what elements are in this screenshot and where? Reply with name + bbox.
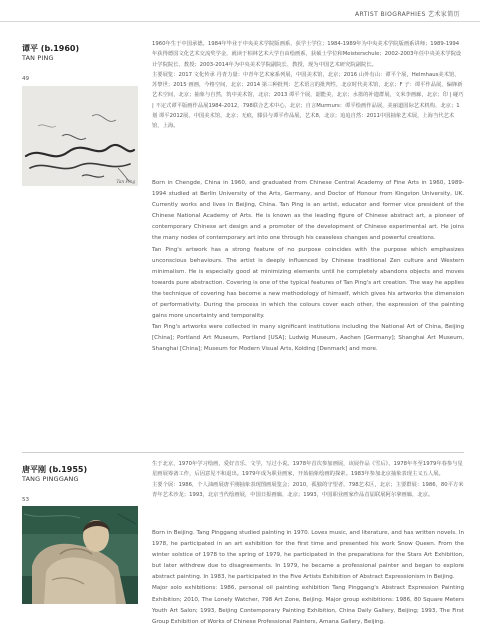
bio-en-paragraph: Tan Ping's artwork has a strong feature of no purpose coincides with the purpose which emphasizes unconscious behaviours. The artist is deeply influenced by Chinese traditional Zen culture and Western minimalism. He is especially good at minimizing elements until he completely abandons objects and moves towards pure abstraction. Covering is one of the typical features of Tan Ping's art creation. The way he applies the technique of covering has become a new methodology of himself, which gives his artworks the dimension of performativity. During the process in which the colours cover each other, the expression of the painting gains more uncertainty and temporality.: [152, 246, 464, 320]
artwork-image-tang-pinggang: [22, 506, 138, 604]
bio-zh-paragraph: 主要个展：1986，个人油画展唐平刚抽象表现图画展览会；2010，孤独的守望者，798艺术区，北京；主要群展：1986，80平方米青年艺术沙龙；1993，北京当代绘画展，中国日报画廊，北京；1993，中国职业画家作品首届联展阿尔拿画廊，北京。: [152, 481, 464, 498]
entry-divider: [22, 452, 464, 453]
artist-name-en: TANG PINGGANG: [22, 475, 79, 483]
abstract-painting-illustration: [22, 86, 138, 186]
header-divider: [0, 21, 480, 22]
artist-name-zh: 唐平刚 (b.1955): [22, 465, 88, 474]
bio-chinese: [152, 39, 464, 132]
artwork-image-tan-ping: [22, 86, 138, 186]
plate-number: 53: [22, 497, 30, 503]
bio-en-paragraph: Tan Ping's artworks were collected in many significant institutions including the National Art of China, Beijing [China]; Portland Art Museum, Portland [USA]; Ludwig Museum, Aachen [Germany]; Shanghai Art Museum, Shanghai [China]; Museum for Modern Visual Arts, Kolding [Denmark] and more.: [152, 324, 464, 353]
figure-painting-illustration: [22, 506, 138, 604]
bio-english: [152, 178, 464, 356]
running-header: ARTIST BIOGRAPHIES 艺术家简历: [355, 11, 460, 18]
bio-zh-paragraph: 生于北京，1970年学习绘画，爱好音乐、文学，写过小说。1978年首次参加画展，该展作品《雪后》，1978年冬至1979年春参与星星画展筹备工作，后因意见不和退出。1979年成为职业画家，开始抽象绘画的探索。1983年参加北京抽象表现主义五人展。: [152, 461, 463, 478]
artist-name-en: TAN PING: [22, 54, 54, 62]
bio-en-paragraph: Born in Beijing. Tang Pinggang studied painting in 1970. Loves music, and literature, and has written novels. In 1978, he participated in an art exhibition for the first time and presented his work Snow Queen. From the winter solstice of 1978 to the spring of 1979, he participated in the preparations for the Stars Art Exhibition, but later withdrew due to disagreements. In 1979, he became a professional painter and began to explore abstract painting. In 1983, he participated in the Five Artists Exhibition of Abstract Expressionism in Beijing.: [152, 530, 464, 581]
plate-number: 49: [22, 76, 30, 82]
bio-zh-paragraph: 主要展览：2017 文化传承 丹青力量：中青年艺术家系列展，中国美术馆，北京；2016 山外有山：谭平个展，Helmhaus美术馆，苏黎世；2015 画画，今格空间，北京；2014 第三种批判：艺术语言的批判性，北京时代美术馆，北京；F 子：谭平作品展，偏锋新艺术空间，北京；抽象与自然，筑中美术馆，北京；2013 谭平个展，韶能美，北京；水墨的补遗群展，文米李画廊，北京；印 | 碰巧 | 不定式谭平版画作品展1984-2012，798联合艺术中心，北京；自言Murmurs：谭平绘画作品展，美丽道国际艺术机构，北京；1划 谭平2012展，中国美术馆，北京；无痕，滕县与谭平作品展，艺术8，北京；追追自然：2011中国抽象艺术展，上海当代艺术馆，上海。: [152, 71, 464, 130]
bio-en-paragraph: Born in Chengde, China in 1960, and graduated from Chinese Central Academy of Fine Arts in 1960, 1989-1994 studied at Berlin University of the Arts, Germany, and Doctor of Honour from Kingston University, UK. Currently works and lives in Beijing, China. Tan Ping is an artist, educator and former vice president of the Chinese National Academy of Arts. He is known as the leading figure of Chinese abstract art, a pioneer of contemporary Chinese art design and a promoter of the development of Chinese experimental art. He joins the many nodes of contemporary art into one through his ceaseless changes and powerful creations.: [152, 180, 464, 242]
bio-chinese: [152, 459, 464, 500]
artist-entry-tan-ping: [0, 38, 480, 446]
bio-english: [152, 528, 464, 628]
artist-entry-tang-pinggang: [0, 459, 480, 625]
bio-en-paragraph: Major solo exhibitions: 1986, personal oil painting exhibition Tang Pinggang's Abstract Expression Painting Exhibition; 2010, The Lonely Watcher, 798 Art Zone, Beijing. Major group exhibitions: 1986, 80 Square Meters Youth Art Salon; 1993, Beijing Contemporary Painting Exhibition, China Daily Gallery, Beijing; 1993, The First Group Exhibition of Works of Chinese Professional Painters, Amana Gallery, Beijing.: [152, 585, 464, 625]
artwork-signature: Tan Ping: [116, 179, 135, 184]
bio-zh-paragraph: 1960年生于中国承德。1984年毕业于中央美术学院版画系，获学士学位；1984-1989年为中央美术学院版画系讲师；1989-1994年获得德国文化艺术交流奖学金，就读于柏林艺术大学自由绘画系，获硕士学位和Meisterschule；2002-2003年任中央美术学院设计学院院长、教授；2003-2014年为中央美术学院副院长、教授，现为中国艺术研究院副院长。: [152, 41, 462, 68]
artist-name-zh: 谭平 (b.1960): [22, 44, 80, 53]
